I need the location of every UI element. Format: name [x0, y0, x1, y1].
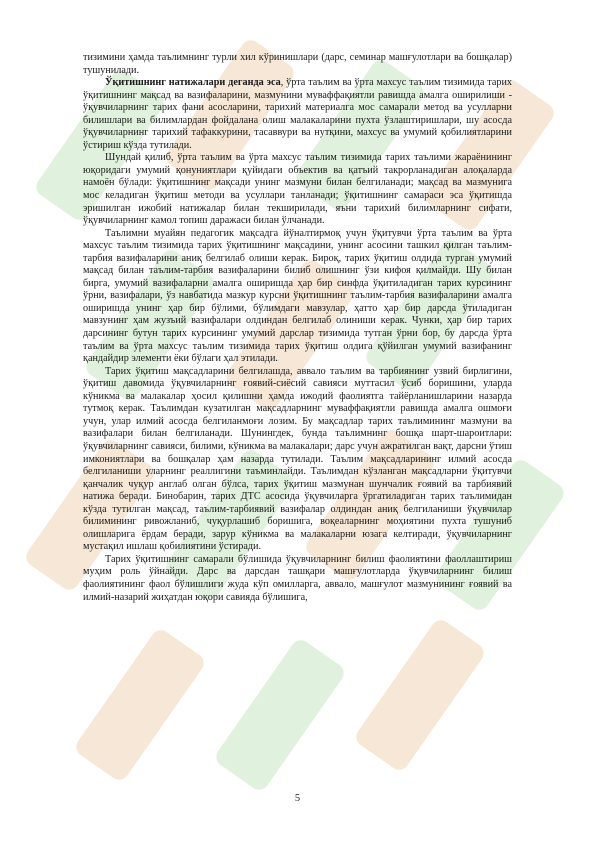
- paragraph: Тарих ўқитиш мақсадларини белгилашда, аввало таълим ва тарбиянинг узвий бирлигини, ўқитиш давомида ўқувчиларнинг ғоявий-сиёсий савияси муттасил ўсиб боришини, уларда кўникма ва малакалар ҳосил қилишни ҳамда ижодий фаолиятга тайёрланишларини назарда тутмоқ керак. Таълимдан кузатилган мақсадларнинг муваффақиятли равишда амалга ошмоғи учун, улар илмий асосда белгиланмоғи лозим. Бу мақсадлар тарих таълимининг мазмуни ва вазифалари билан белгиланади. Шунингдек, бунда таълимнинг бошқа шарт-шароитлари: ўқувчиларнинг савияси, билими, кўникма ва малакалари; дарс учун ажратилган вақт, дарсни ўтиш имкониятлари ва бошқалар ҳам назарда тутилади. Таълим мақсадларининг илмий асосда белгиланиши уларнинг реаллигини таъминлайди. Таълимдан кўзланган мақсадларни ўқитувчи қанчалик чуқур англаб олган бўлса, тарих ўқитиш мазмунан шунчалик ғоявий ва тарбиявий натижа беради. Бинобарин, тарих ДТС асосида ўқувчиларга ўргатиладиган тарих таълимидан кўзда тутилган мақсад, таълим-тарбиявий вазифалар олдиндан аниқ белгиланиши ўқувчилар билимининг ривожланиб, чуқурлашиб боришига, воқеаларнинг моҳиятини пухта тушуниб олишларига ёрдам беради, зарур кўникма ва малакаларни юзага келтиради, ўқувчиларнинг мустақил ишлаш қобилиятини ўстиради.: [83, 365, 512, 553]
- watermark-stripe: [72, 626, 207, 783]
- body-text: [83, 52, 512, 604]
- paragraph: тизимини ҳамда таълимнинг турли хил кўринишлари (дарс, семинар машғулотлари ва бошқалар) тушунилади.: [83, 52, 512, 76]
- paragraph: Ўқитишнинг натижалари деганда эса, ўрта таълим ва ўрта махсус таълим тизимида тарих ўқитишнинг мақсад ва вазифаларини, мазмунини муваффақиятли равишда амалга оширилиши - ўқувчиларнинг тарих фани асосларини, тарихий материалга мос самарали метод ва усулларни билишлари ва билимлардан фойдалана олиш малакаларини пухта ўзлаштиришлари, шу асосда ўқувчиларнинг тарихий тафаккурини, тасаввури ва нутқини, махсус ва умумий қобилиятларини ўстириш кўзда тутилади.: [83, 77, 512, 151]
- paragraph: Тарих ўқитишнинг самарали бўлишида ўқувчиларнинг билиш фаолиятини фаоллаштириш муҳим роль ўйнайди. Дарс ва дарсдан ташқари машғулотларда ўқувчиларнинг билиш фаолиятининг фаол бўлишлиги жуда кўп омилларга, аввало, машғулот мазмунининг ғоявий ва илмий-назарий жиҳатдан юқори савияда бўлишига,: [83, 553, 512, 603]
- watermark-stripe: [352, 616, 487, 773]
- watermark-stripe: [212, 636, 347, 793]
- page-number: 5: [294, 793, 301, 804]
- paragraph: Шундай қилиб, ўрта таълим ва ўрта махсус таълим тизимида тарих таълими жараёнининг юқоридаги умумий қонуниятлари қуйидаги объектив ва қатъий такрорланадиган алоқаларда намоён бўлади: ўқитишнинг мақсади унинг мазмуни билан белгиланади; мақсад ва мазмунига мос келадиган ўқитиш методи ва усуллари танланади; ўқитишнинг самараси эса ўқитишда эришилган ижобий натижалар билан текширилади, яъни тарихий билимларнинг сифати, ўқувчиларнинг камол топиш даражаси билан ўлчанади.: [83, 152, 512, 227]
- paragraph: Таълимни муайян педагогик мақсадга йўналтирмоқ учун ўқитувчи ўрта таълим ва ўрта махсус таълим тизимида тарих ўқитишнинг мақсадини, унинг асосини ташкил қилган таълим-тарбия вазифаларини аниқ белгилаб олиши керак. Бироқ, тарих ўқитиш олдида турган умумий мақсад билан таълим-тарбия вазифаларини билиб олишнинг ўзи кифоя қилмайди. Шу билан бирга, умумий вазифаларни амалга оширишда ҳар бир синфда ўқитиладиган тарих курсининг ўрни, вазифалари, ўз навбатида мазкур курсни ўқитишнинг таълим-тарбия вазифаларини амалга оширишда унинг ҳар бир бўлими, бўлимдаги мавзулар, ҳатто ҳар бир дарсда ўтиладиган мавзунинг ҳам жузъий вазифалари олдиндан белгилаб олиниши керак. Чунки, ҳар бир тарих дарсининг бутун тарих курсининг умумий дарслар тизимида тутган ўрни бор, бу дарсда ўрта таълим ва ўрта махсус таълим тизимида тарих ўқитиш олдига қўйилган умумий вазифанинг қандайдир элементи ёки бўлаги ҳал этилади.: [83, 227, 512, 365]
